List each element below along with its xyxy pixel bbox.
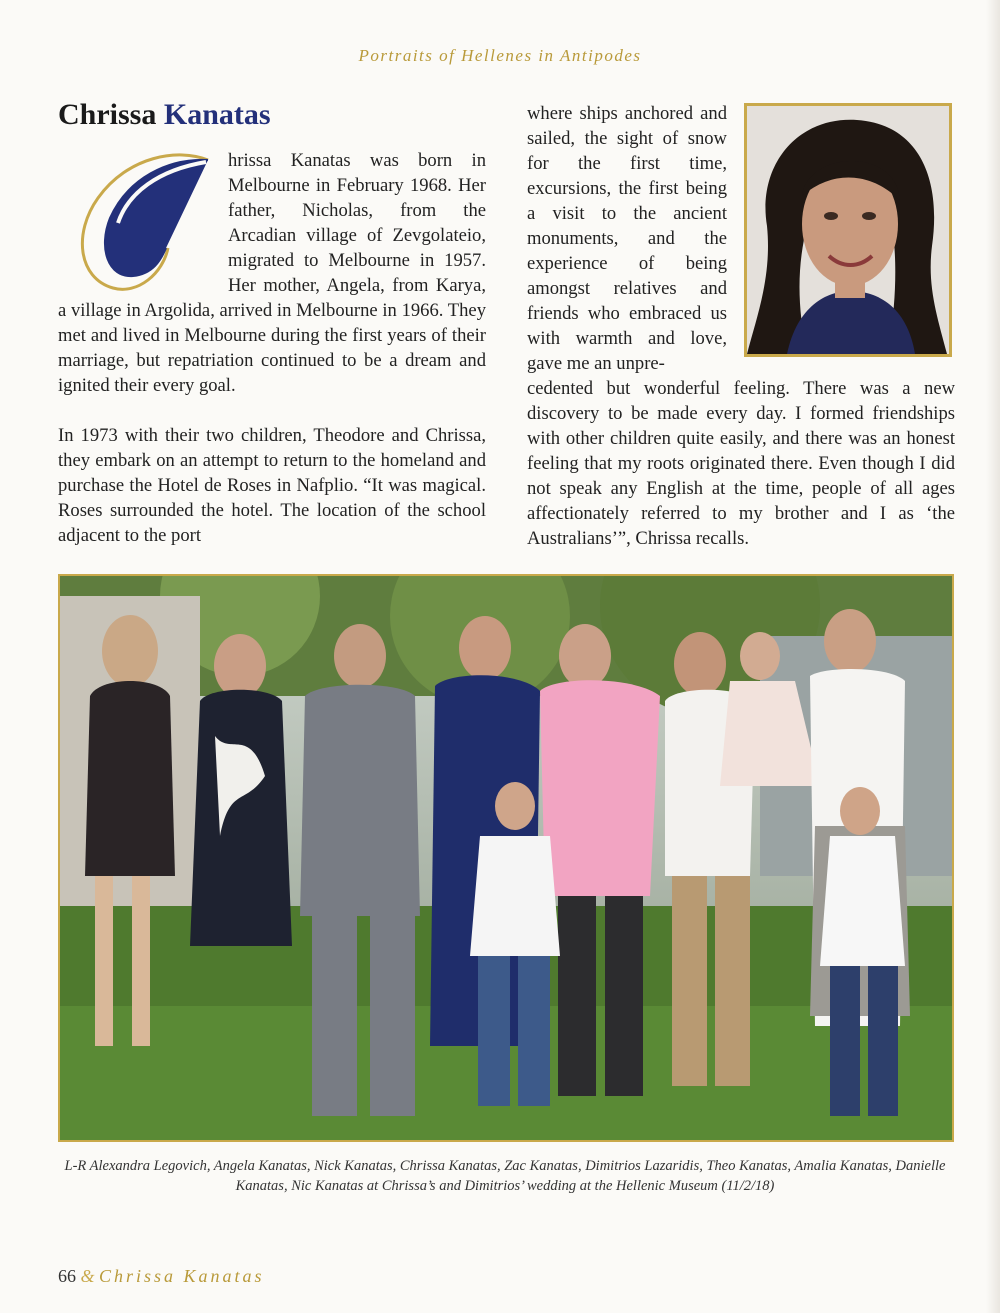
footer-title: Chrissa Kanatas [99,1266,265,1286]
photo-caption: L-R Alexandra Legovich, Angela Kanatas, Nick Kanatas, Chrissa Kanatas, Zac Kanatas, Dimitrios Lazaridis, Theo Kanatas, Amalia Kanatas, Danielle Kanatas, Nic Kanatas at Chrissa’s and Dimitrios’ wedding at the Hellenic Museum (11/2/18) [64,1158,946,1194]
title-first-name: Chrissa [58,98,157,131]
dropcap-space [58,148,228,296]
page-spine-shadow [986,0,1000,1313]
running-head: Portraits of Hellenes in Antipodes [358,46,642,65]
article-paragraph-3-top: where ships anchored and sailed, the sight of snow for the first time, excursions, the first being a visit to the ancient monuments, and the experience of being amongst relatives and friends who embraced us with warmth and love, gave me an unpre- [527,103,727,374]
article-paragraph-3-bottom: cedented but wonderful feeling. There was a new discovery to be made every day. I formed friendships with other children quite easily, and there was an honest feeling that my roots originated there. Even though I did not speak any English at the time, people of all ages affectionately referred to my brother and I as ‘the Australians’”, Chrissa recalls. [527,378,955,549]
title-surname: Kanatas [163,98,271,131]
portrait-photo [744,103,952,357]
footer-separator: & [80,1266,95,1286]
article-paragraph-2: In 1973 with their two children, Theodore and Chrissa, they embark on an attempt to return to the homeland and purchase the Hotel de Roses in Nafplio. “It was magical. Roses surrounded the hotel. The location of the school adjacent to the port [58,425,486,546]
article-title [58,98,271,132]
group-photo [58,574,954,1142]
article-paragraph-1 [58,148,486,398]
page-footer [58,1266,265,1287]
page-number: 66 [58,1266,76,1286]
paragraph-1-text: hrissa Kanatas was born in Melbourne in February 1968. Her father, Nicholas, from the Arcadian village of Zevgolateio, migrated to Melbourne in 1957. Her mother, Angela, from Karya, a village in Argolida, arrived in Melbourne in 1966. They met and lived in Melbourne during the first years of their marriage, but repatriation continued to be a dream and ignited their every goal. [58,150,486,396]
